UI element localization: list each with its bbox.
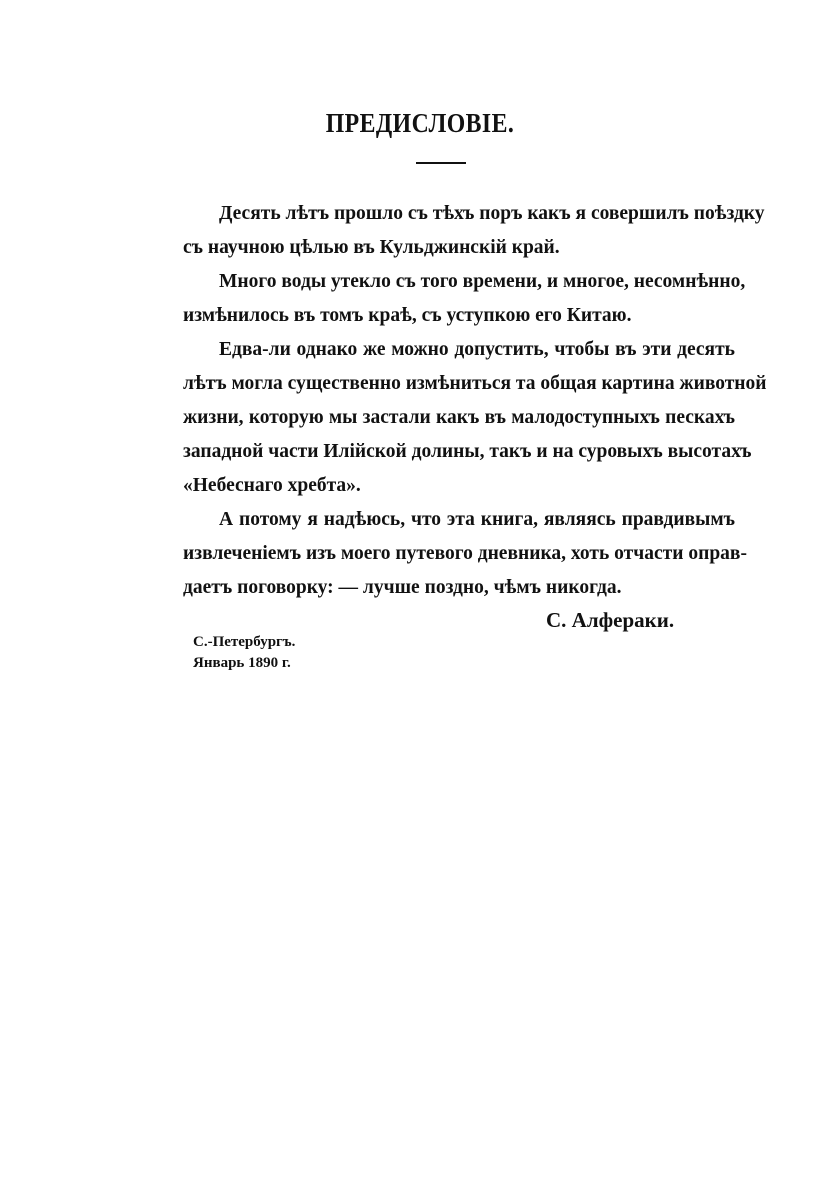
text-line: извлеченіемъ изъ моего путевого дневника, хоть отчасти оправ- [183, 543, 747, 564]
paragraph-3 [147, 333, 767, 503]
date: Январь 1890 г. [193, 655, 291, 671]
text-line: А потому я надѣюсь, что эта книга, являясь правдивымъ [219, 509, 735, 530]
text-line: «Небеснаго хребта». [183, 475, 361, 496]
paragraph-2 [147, 265, 746, 333]
title-rule [416, 162, 466, 164]
text-line: Едва-ли однако же можно допустить, чтобы въ эти десять [219, 339, 735, 360]
place-date [193, 632, 295, 674]
text-line: западной части Илійской долины, такъ и на суровыхъ высотахъ [183, 441, 752, 462]
text-line: измѣнилось въ томъ краѣ, съ уступкою его Китаю. [183, 305, 632, 326]
text-line: лѣтъ могла существенно измѣниться та общая картина животной [183, 373, 767, 394]
page-title: ПРЕДИСЛОВІЕ. [325, 108, 515, 138]
paragraph-4 [147, 503, 747, 605]
author-signature: С. Алфераки. [546, 608, 675, 632]
text-line: съ научною цѣлью въ Кульджинскій край. [183, 237, 560, 258]
text-line: жизни, которую мы застали какъ въ малодоступныхъ пескахъ [183, 407, 735, 428]
text-line: Много воды утекло съ того времени, и многое, несомнѣнно, [219, 271, 746, 292]
place: С.-Петербургъ. [193, 634, 296, 650]
text-line: Десять лѣтъ прошло съ тѣхъ поръ какъ я совершилъ поѣздку [219, 203, 765, 224]
paragraph-1 [147, 197, 765, 265]
preface-text [147, 197, 767, 605]
text-line: даетъ поговорку: — лучше поздно, чѣмъ никогда. [183, 577, 622, 598]
